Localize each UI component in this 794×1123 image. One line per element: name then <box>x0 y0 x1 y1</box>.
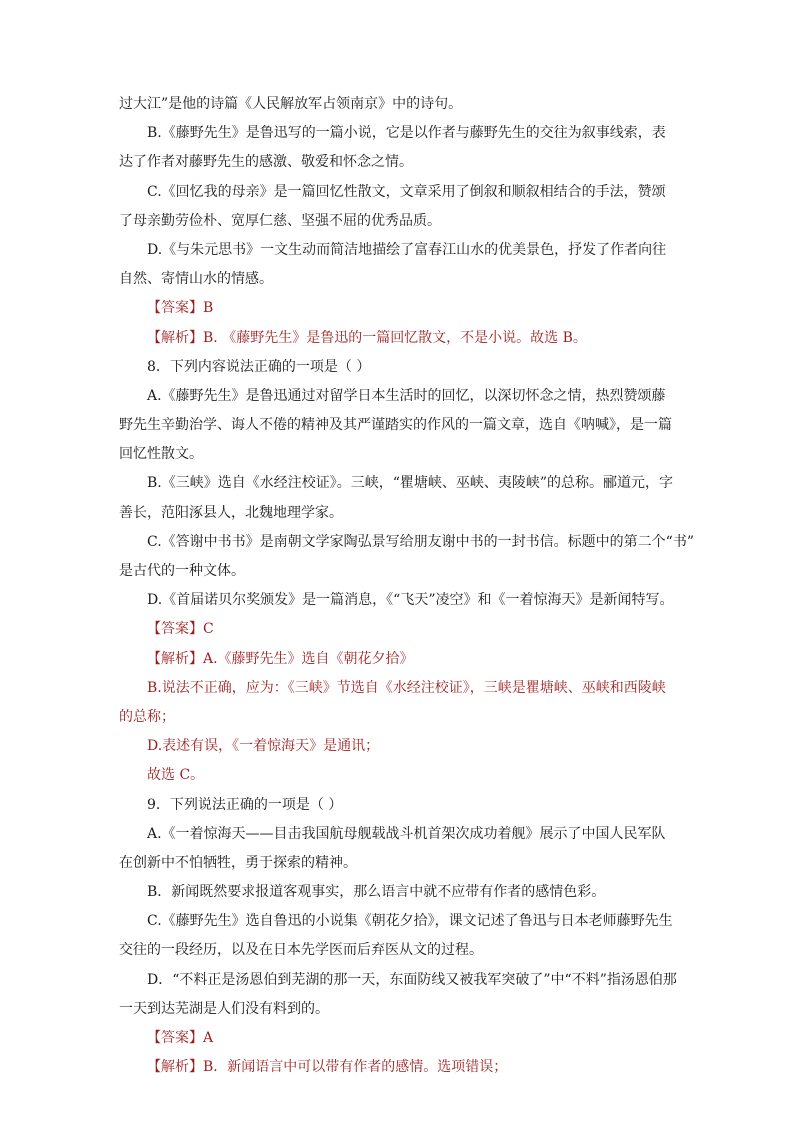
text-line: 野先生辛勤治学、诲人不倦的精神及其严谨踏实的作风的一篇文章，选自《呐喊》，是一篇 <box>119 417 672 434</box>
text-line: 善长，范阳涿县人，北魏地理学家。 <box>119 504 343 521</box>
text-line: 交往的一段经历，以及在日本先学医而后弃医从文的过程。 <box>119 942 483 959</box>
text-line: C.《藤野先生》选自鲁迅的小说集《朝花夕拾》，课文记述了鲁迅与日本老师藤野先生 <box>147 913 673 930</box>
text-line: 是古代的一种文体。 <box>119 563 245 579</box>
text-line: 【答案】B <box>147 300 214 317</box>
document-page <box>119 90 694 1082</box>
text-line: 在创新中不怕牺牲，勇于探索的精神。 <box>119 854 357 871</box>
text-line: D．“不料正是汤恩伯到芜湖的那一天，东面防线又被我军突破了”中“不料”指汤恩伯那 <box>147 971 677 988</box>
text-line: 故选 C。 <box>147 767 205 784</box>
text-line: A.《一着惊海天——目击我国航母舰载战斗机首架次成功着舰》展示了中国人民军队 <box>147 825 666 842</box>
text-line: 9．下列说法正确的一项是（ ） <box>147 796 343 813</box>
text-line: A.《藤野先生》是鲁迅通过对留学日本生活时的回忆，以深切怀念之情，热烈赞颂藤 <box>147 387 666 404</box>
text-line: C.《答谢中书书》是南朝文学家陶弘景写给朋友谢中书的一封书信。标题中的第二个“书” <box>147 533 694 550</box>
text-line: D.《首届诺贝尔奖颁发》是一篇消息，《“飞天”凌空》和《一着惊海天》是新闻特写。 <box>147 592 674 609</box>
text-line: D.表述有误，《一着惊海天》是通讯； <box>147 738 380 755</box>
text-line: 【解析】B．新闻语言中可以带有作者的感情。选项错误； <box>147 1059 508 1076</box>
text-line: 8．下列内容说法正确的一项是（ ） <box>147 358 371 375</box>
text-line: 【解析】B. 《藤野先生》是鲁迅的一篇回忆散文，不是小说。故选 B。 <box>147 329 587 346</box>
text-line: C.《回忆我的母亲》是一篇回忆性散文，文章采用了倒叙和顺叙相结合的手法，赞颂 <box>147 183 666 200</box>
text-line: 了母亲勤劳俭朴、宽厚仁慈、坚强不屈的优秀品质。 <box>119 212 441 229</box>
text-line: 一天到达芜湖是人们没有料到的。 <box>119 1000 329 1017</box>
text-line: B．新闻既然要求报道客观事实，那么语言中就不应带有作者的感情色彩。 <box>147 884 606 901</box>
text-line: 达了作者对藤野先生的感激、敬爱和怀念之情。 <box>119 154 413 171</box>
text-line: 自然、寄情山水的情感。 <box>119 271 273 288</box>
text-line: B.《三峡》选自《水经注校证》。三峡，“瞿塘峡、巫峡、夷陵峡”的总称。郦道元，字 <box>147 475 674 492</box>
text-line: 【解析】A.《藤野先生》选自《朝花夕拾》 <box>147 650 414 667</box>
text-line: 【答案】A <box>147 1030 214 1046</box>
text-line: B.说法不正确，应为：《三峡》节选自《水经注校证》，三峡是瞿塘峡、巫峡和西陵峡 <box>147 679 666 696</box>
text-line: 的总称； <box>119 708 175 725</box>
text-line: 回忆性散文。 <box>119 446 203 463</box>
text-line: D.《与朱元思书》一文生动而简洁地描绘了富春江山水的优美景色，抒发了作者向往 <box>147 241 667 258</box>
text-line: 【答案】C <box>147 621 214 638</box>
text-line: 过大江”是他的诗篇《人民解放军占领南京》中的诗句。 <box>119 96 463 112</box>
text-line: B.《藤野先生》是鲁迅写的一篇小说，它是以作者与藤野先生的交往为叙事线索，表 <box>147 125 666 142</box>
